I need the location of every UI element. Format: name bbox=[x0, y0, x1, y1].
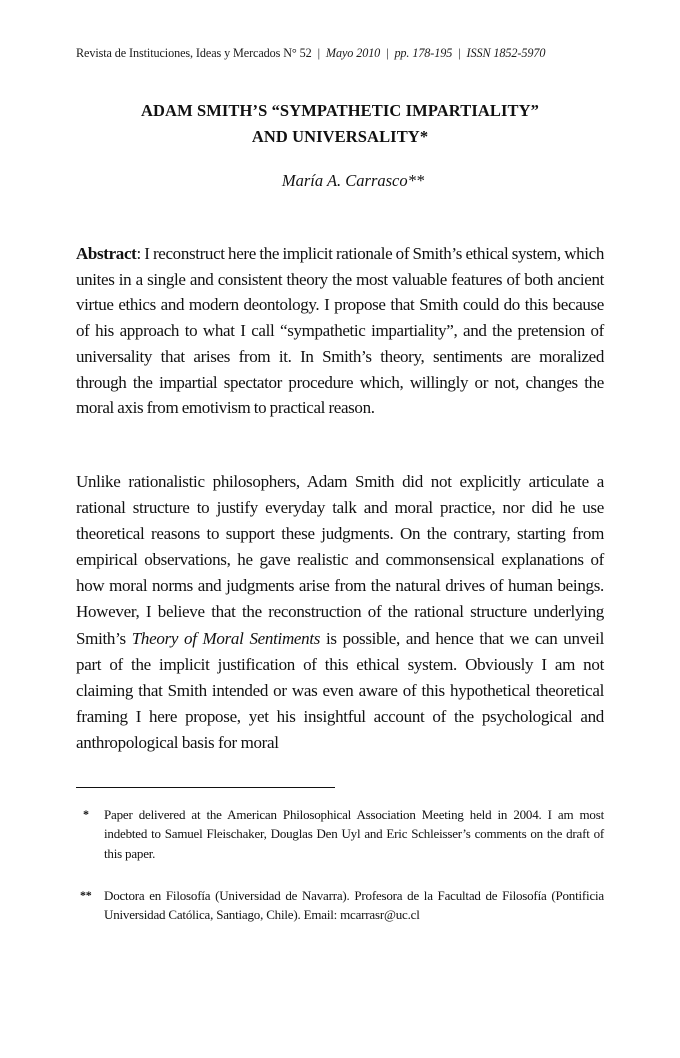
title-line-1: ADAM SMITH’S “SYMPATHETIC IMPARTIALITY” bbox=[141, 101, 539, 120]
running-header bbox=[76, 45, 604, 61]
body-paragraph bbox=[76, 469, 604, 756]
footnote-divider bbox=[76, 787, 335, 788]
body-text-part-2: is possible, and hence that we can unveil part of the implicit justification of this ethical system. Obviously I am not claiming that Smith intended or was even aware of this hypothetical theoretical framing I here propose, yet his insightful account of the psychological and anthropological basis for moral bbox=[76, 628, 604, 752]
header-separator: | bbox=[317, 46, 320, 60]
journal-name: Revista de Instituciones, Ideas y Mercados N° 52 bbox=[76, 46, 312, 60]
body-text-part-1: Unlike rationalistic philosophers, Adam Smith did not explicitly articulate a rational structure to justify everyday talk and moral practice, nor did he use theoretical reasons to support these judgments. On the contrary, starting from empirical observations, he gave realistic and commonsensical explanations of how moral norms and judgments arise from the natural drives of human beings. However, I believe that the reconstruction of the rational structure underlying Smith’s bbox=[76, 472, 604, 648]
abstract-label: Abstract bbox=[76, 244, 137, 263]
page-range: pp. 178-195 bbox=[394, 46, 453, 60]
footnote-2 bbox=[76, 886, 604, 925]
issn: ISSN 1852-5970 bbox=[466, 46, 546, 60]
article-title bbox=[76, 98, 604, 150]
footnote-text: Doctora en Filosofía (Universidad de Navarra). Profesora de la Facultad de Filosofía (Pontificia Universidad Católica, Santiago, Chile). Email: mcarrasr@uc.cl bbox=[104, 888, 604, 923]
header-separator: | bbox=[458, 46, 461, 60]
book-title-reference: Theory of Moral Sentiments bbox=[131, 628, 321, 648]
footnote-text: Paper delivered at the American Philosophical Association Meeting held in 2004. I am most indebted to Samuel Fleischaker, Douglas Den Uyl and Eric Schleisser’s comments on the draft of this paper. bbox=[104, 807, 604, 861]
title-line-2: AND UNIVERSALITY* bbox=[251, 127, 429, 146]
abstract bbox=[76, 241, 604, 421]
footnote-1 bbox=[76, 805, 604, 863]
footnote-marker: * bbox=[83, 807, 89, 821]
footnote-marker: ** bbox=[80, 888, 92, 902]
author-name: María A. Carrasco** bbox=[281, 171, 425, 190]
issue-date: Mayo 2010 bbox=[325, 46, 381, 60]
header-separator: | bbox=[386, 46, 389, 60]
abstract-text: : I reconstruct here the implicit rationale of Smith’s ethical system, which unites in a single and consistent theory the most valuable features of both ancient virtue ethics and modern deontology. I propose that Smith could do this because of his approach to what I call “sympathetic impartiality”, and the pretension of universality that arises from it. In Smith’s theory, sentiments are moralized through the impartial spectator procedure which, willingly or not, changes the moral axis from emotivism to practical reason. bbox=[76, 244, 604, 418]
